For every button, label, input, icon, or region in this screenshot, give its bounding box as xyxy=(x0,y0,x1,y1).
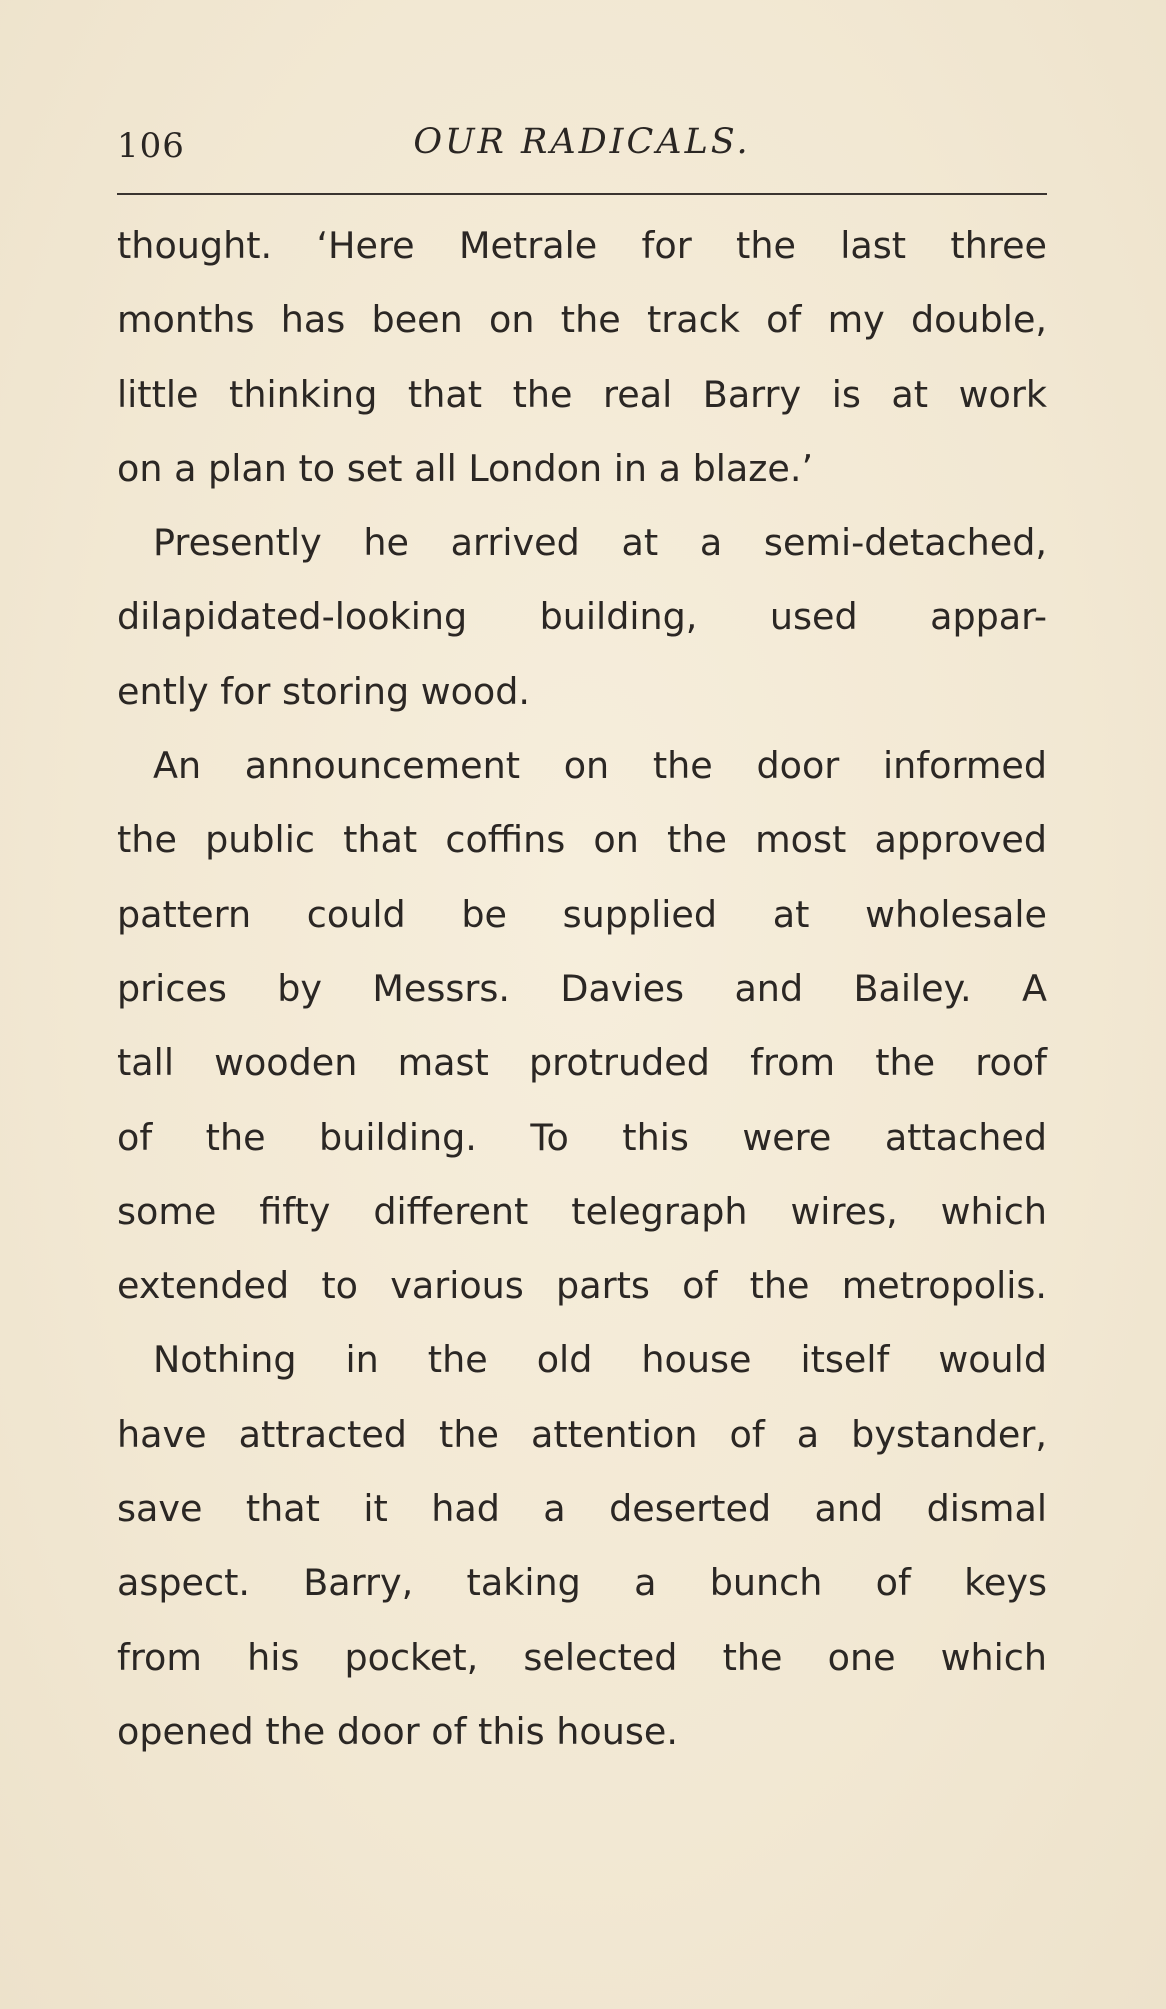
page-header xyxy=(117,122,1047,182)
text-line: of the building. To this were attached xyxy=(117,1115,1047,1159)
text-line: Nothing in the old house itself would xyxy=(153,1338,1047,1382)
running-title: OUR RADICALS. xyxy=(413,122,751,162)
text-line: ently for storing wood. xyxy=(117,669,531,713)
text-line: thought. ‘Here Metrale for the last three xyxy=(117,224,1047,267)
text-line: have attracted the attention of a bystander, xyxy=(117,1412,1047,1456)
text-line: tall wooden mast protruded from the roof xyxy=(117,1041,1047,1085)
text-line: save that it had a deserted and dismal xyxy=(117,1487,1047,1531)
text-line: Presently he arrived at a semi-detached, xyxy=(153,521,1047,565)
text-line: opened the door of this house. xyxy=(117,1709,678,1753)
text-line: pattern could be supplied at wholesale xyxy=(117,892,1047,936)
text-line: the public that coffins on the most approved xyxy=(117,818,1047,862)
text-line: on a plan to set all London in a blaze.’ xyxy=(117,446,814,490)
body-text xyxy=(117,209,1047,1769)
header-rule xyxy=(117,193,1047,195)
text-line: months has been on the track of my double, xyxy=(117,298,1047,342)
text-line: An announcement on the door informed xyxy=(153,744,1047,788)
text-line: some fifty different telegraph wires, which xyxy=(117,1189,1047,1233)
text-line: aspect. Barry, taking a bunch of keys xyxy=(117,1561,1047,1605)
page-number: 106 xyxy=(117,126,185,166)
text-line: from his pocket, selected the one which xyxy=(117,1635,1047,1679)
text-line: little thinking that the real Barry is at work xyxy=(117,372,1047,416)
text-line: dilapidated-looking building, used appar- xyxy=(117,595,1047,639)
text-line: extended to various parts of the metropolis. xyxy=(117,1264,1047,1308)
text-line: prices by Messrs. Davies and Bailey. A xyxy=(117,966,1047,1010)
